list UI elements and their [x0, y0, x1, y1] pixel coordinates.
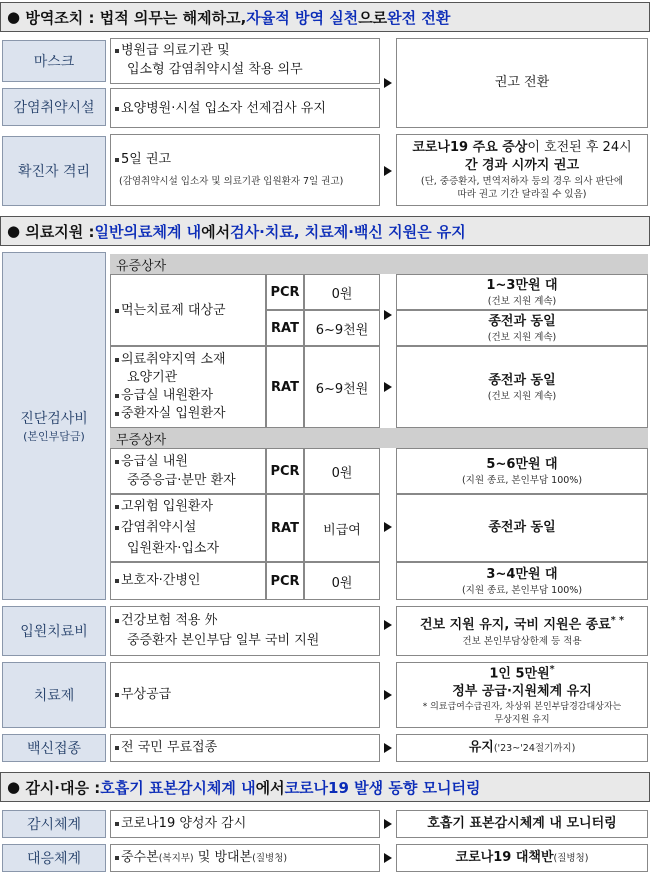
r1-pcr: PCR: [266, 274, 304, 310]
section-1-title-b: 자율적 방역 실천: [246, 8, 359, 27]
treatment-label: [2, 662, 106, 728]
arrow-right-icon: [384, 310, 392, 320]
response-result: [396, 844, 648, 872]
r4-l1: 고위험 입원환자: [115, 498, 213, 516]
r4-outcome: [396, 494, 648, 562]
section-2-title-d: 검사·치료, 치료제·백신 지원: [230, 222, 418, 241]
r3-outcome: [396, 448, 648, 494]
r4-rat-value: 비급여: [304, 494, 380, 562]
arrow-right-icon: [384, 522, 392, 532]
vac-l1: 전 국민 무료접종: [115, 739, 217, 757]
mask-label: [2, 40, 106, 82]
section-1-title-d: 완전 전환: [387, 8, 451, 27]
section-3-header: [0, 772, 650, 802]
arrow-right-icon: [384, 743, 392, 753]
isolation-line-1: 5일 권고: [115, 151, 171, 169]
isolation-label-text: 확진자 격리: [17, 164, 91, 180]
s3-r1-o: 호흡기 표본감시체계 내 모니터링: [427, 816, 617, 831]
section-1-title-c: 으로: [358, 8, 388, 27]
section-3-title-c: 에서: [255, 778, 285, 797]
r3-o: 5~6만원 대: [486, 456, 558, 472]
hospital-cost-label: [2, 606, 106, 656]
r2-rat-value: 6~9천원: [304, 346, 380, 428]
surveillance-result: [396, 810, 648, 838]
surveillance-label: [2, 810, 106, 838]
section-2-header: [0, 216, 650, 246]
bullet-icon: ●: [7, 8, 21, 26]
arrow-right-icon: [384, 166, 392, 176]
response-content: [110, 844, 380, 872]
asymptomatic-header: 무증상자: [110, 428, 648, 448]
response-label-text: 대응체계: [26, 851, 82, 867]
s3-r2-l1: 중수본(복지부) 및 방대본(질병청): [115, 849, 287, 867]
row-oral-drug-target: [110, 274, 266, 346]
vaccine-label-text: 백신접종: [26, 741, 82, 757]
vulnerable-label: [2, 88, 106, 126]
arrow-right-icon: [384, 690, 392, 700]
mask-line-1: 병원급 의료기관 및: [115, 42, 230, 60]
s3-r2-o: 코로나19 대책반(질병청): [455, 850, 589, 865]
vulnerable-line-1: 요양병원·시설 입소자 선제검사 유지: [115, 100, 326, 118]
r1-rat-value: 6~9천원: [304, 310, 380, 346]
row-oral-text: 먹는치료제 대상군: [115, 302, 226, 320]
r2-o: 종전과 동일: [488, 372, 556, 388]
vac-o: 유지('23~'24절기까지): [468, 740, 576, 755]
symptomatic-header: 유증상자: [110, 254, 648, 274]
surveillance-content: [110, 810, 380, 838]
section-2-title-c: 에서: [201, 222, 231, 241]
vaccine-result: [396, 734, 648, 762]
hospital-cost-result: [396, 606, 648, 656]
r2-l2: 요양기관: [127, 370, 178, 385]
section-2-title-a: 의료지원 :: [25, 222, 95, 241]
diagnosis-label: [2, 252, 106, 600]
r5-l1: 보호자·간병인: [115, 572, 200, 590]
hospital-cost-label-text: 입원치료비: [20, 624, 88, 640]
mask-content: [110, 38, 380, 84]
row-guardian: [110, 562, 266, 600]
hosp-l1: 건강보험 적용 外: [115, 612, 218, 630]
arrow-right-icon: [384, 620, 392, 630]
treatment-result: [396, 662, 648, 728]
r4-l2: 감염취약시설: [115, 519, 196, 537]
arrow-right-icon: [384, 78, 392, 88]
row-high-risk: [110, 494, 266, 562]
r2-l4: 중환자실 입원환자: [115, 405, 226, 423]
r1-o1: 1~3만원 대: [486, 277, 558, 293]
r5-pcr-value: 0원: [304, 562, 380, 600]
vaccine-label: [2, 734, 106, 762]
isolation-label: [2, 136, 106, 206]
vaccine-content: [110, 734, 380, 762]
treatment-label-text: 치료제: [33, 688, 75, 704]
section-2-title-b: 일반의료체계 내: [94, 222, 202, 241]
r4-l3: 입원환자·입소자: [127, 541, 220, 556]
r2-l1: 의료취약지역 소재: [115, 351, 226, 369]
r4-o: 종전과 동일: [488, 520, 556, 535]
hosp-o1: 건보 지원 유지, 국비 지원은 종료* *: [419, 615, 625, 633]
surveillance-label-text: 감시체계: [26, 817, 82, 833]
r3-pcr: PCR: [266, 448, 304, 494]
mask-result-text: 권고 전환: [494, 75, 550, 90]
arrow-right-icon: [384, 853, 392, 863]
vulnerable-content: [110, 88, 380, 128]
drug-o1: 1인 5만원*: [489, 663, 555, 682]
hospital-cost-content: [110, 606, 380, 656]
r4-rat: RAT: [266, 494, 304, 562]
r5-pcr: PCR: [266, 562, 304, 600]
response-label: [2, 844, 106, 872]
hosp-o2: 건보 본인부담상한제 등 적용: [462, 635, 582, 647]
mask-line-2: 입소형 감염취약시설 착용 의무: [127, 62, 303, 77]
r5-outcome: [396, 562, 648, 600]
r3-os: (지원 종료, 본인부담 100%): [461, 474, 583, 486]
section-3-title-d: 코로나19 발생 동향 모니터링: [284, 778, 481, 797]
bullet-icon: ●: [7, 222, 21, 240]
r1-outcome-1: [396, 274, 648, 310]
arrow-right-icon: [384, 819, 392, 829]
r5-os: (지원 종료, 본인부담 100%): [461, 584, 583, 596]
isolation-result: [396, 134, 648, 206]
bullet-icon: ●: [7, 778, 21, 796]
row-emergency: [110, 448, 266, 494]
r2-os: (건보 지원 계속): [487, 390, 557, 402]
isolation-line-2: (감염취약시설 입소자 및 의료기관 입원환자 7일 권고): [119, 176, 344, 187]
section-3-title-b: 호흡기 표본감시체계 내: [100, 778, 256, 797]
isolation-result-note-2: 따라 권고 기간 달라질 수 있음): [457, 189, 587, 200]
diagnosis-label-text: 진단검사비: [20, 411, 88, 427]
hosp-l2: 중증환자 본인부담 일부 국비 지원: [127, 633, 320, 648]
isolation-result-line-2: 간 경과 시까지 권고: [464, 158, 580, 173]
section-1-title-a: 방역조치 : 법적 의무는 해제하고,: [25, 8, 247, 27]
r1-o1s: (건보 지원 계속): [487, 295, 557, 307]
r1-rat: RAT: [266, 310, 304, 346]
drug-o2: 정부 공급·지원체계 유지: [452, 684, 592, 700]
r1-o2: 종전과 동일: [488, 313, 556, 329]
r3-pcr-value: 0원: [304, 448, 380, 494]
r3-l2: 중증응급·분만 환자: [127, 473, 236, 488]
drug-l1: 무상공급: [115, 686, 171, 704]
r2-outcome: [396, 346, 648, 428]
r5-o: 3~4만원 대: [486, 566, 558, 582]
section-2-title-e: 은 유지: [417, 222, 466, 241]
drug-o3: * 의료급여수급권자, 차상위 본인부담경감대상자는: [422, 702, 622, 713]
r3-l1: 응급실 내원: [115, 453, 188, 471]
r2-rat: RAT: [266, 346, 304, 428]
mask-result: [396, 38, 648, 128]
r2-l3: 응급실 내원환자: [115, 387, 213, 405]
section-3-title-a: 감시·대응 :: [25, 778, 101, 797]
isolation-content: [110, 134, 380, 206]
r1-outcome-2: [396, 310, 648, 346]
isolation-result-note-1: (단, 중증환자, 면역저하자 등의 경우 의사 판단에: [420, 176, 624, 187]
vulnerable-label-text: 감염취약시설: [13, 100, 95, 116]
r1-o2s: (건보 지원 계속): [487, 331, 557, 343]
row-vulnerable-area: [110, 346, 266, 428]
section-1-header: [0, 2, 650, 32]
drug-o4: 무상지원 유지: [494, 715, 550, 726]
r1-pcr-value: 0원: [304, 274, 380, 310]
diagnosis-label-sub: (본인부담금): [23, 430, 85, 443]
arrow-right-icon: [384, 382, 392, 392]
isolation-result-line-1: 코로나19 주요 증상이 호전된 후 24시: [412, 140, 632, 155]
s3-r1-l1: 코로나19 양성자 감시: [115, 815, 246, 833]
treatment-content: [110, 662, 380, 728]
mask-label-text: 마스크: [33, 54, 75, 70]
